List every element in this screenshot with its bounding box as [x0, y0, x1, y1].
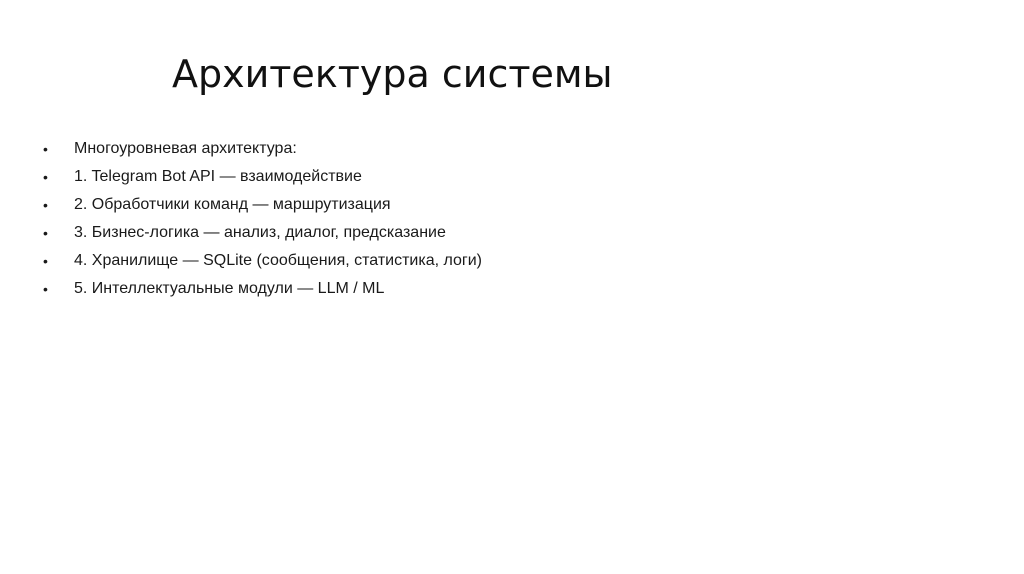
bullet-item [40, 219, 482, 247]
bullet-text: 3. Бизнес-логика — анализ, диалог, предсказание [74, 224, 446, 241]
bullet-item [40, 247, 482, 275]
bullet-item [40, 163, 482, 191]
bullet-marker: • [43, 141, 48, 157]
bullet-text: 5. Интеллектуальные модули — LLM / ML [74, 280, 385, 297]
bullet-text: 4. Хранилище — SQLite (сообщения, статистика, логи) [74, 252, 482, 269]
bullet-item [40, 191, 482, 219]
bullet-marker: • [43, 281, 48, 297]
bullet-marker: • [43, 197, 48, 213]
bullet-marker: • [43, 253, 48, 269]
bullet-marker: • [43, 225, 48, 241]
bullet-text: Многоуровневая архитектура: [74, 140, 297, 157]
bullet-item [40, 275, 482, 303]
slide-title: Архитектура системы [172, 52, 613, 96]
bullet-text: 1. Telegram Bot API — взаимодействие [74, 168, 362, 185]
bullet-list [40, 135, 482, 303]
bullet-marker: • [43, 169, 48, 185]
bullet-text: 2. Обработчики команд — маршрутизация [74, 196, 391, 213]
bullet-item [40, 135, 482, 163]
